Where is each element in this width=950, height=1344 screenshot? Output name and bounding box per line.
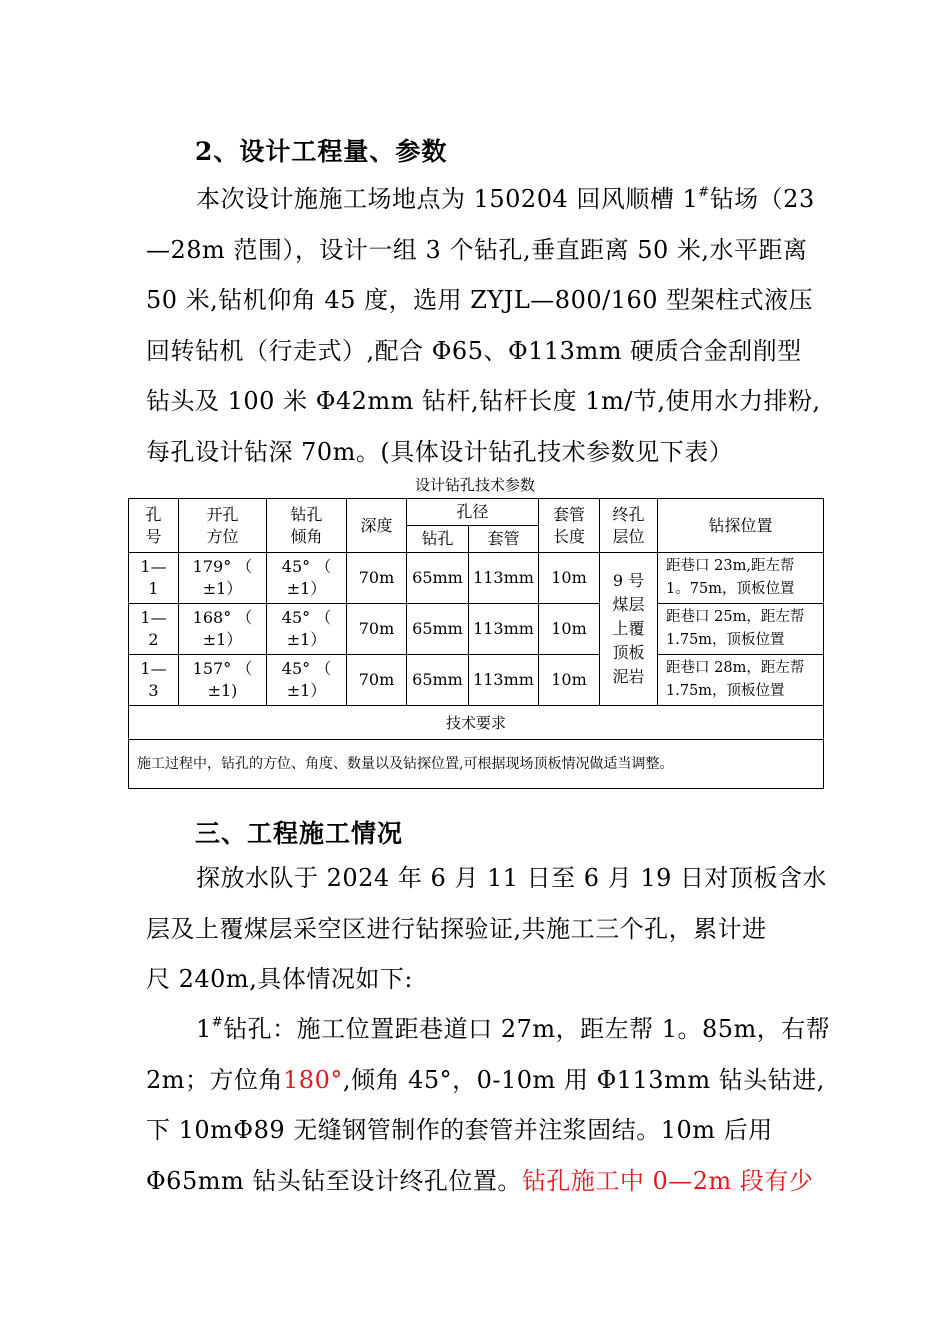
paragraph-line: 钻头及 100 米 Φ42mm 钻杆,钻杆长度 1m/节,使用水力排粉,: [146, 387, 821, 415]
cell-tech-requirements-label: 技术要求: [129, 706, 824, 740]
paragraph-line: 层及上覆煤层采空区进行钻探验证,共施工三个孔，累计进: [146, 914, 767, 943]
paragraph-line: [146, 1004, 831, 1055]
cell-azimuth: 168° （ ±1）: [179, 604, 267, 655]
highlighted-text: 180°: [283, 1065, 343, 1094]
cell-casing-length: 10m: [539, 655, 600, 706]
section-2-paragraph: [146, 174, 821, 477]
header-hole-diameter: 钻孔: [407, 526, 469, 553]
section-3-paragraph-2: [146, 1004, 831, 1206]
header-hole-no: 孔 号: [129, 499, 179, 553]
cell-dip: 45° （ ±1）: [267, 553, 347, 604]
paragraph-line: 回转钻机（行走式）,配合 Φ65、Φ113mm 硬质合金刮削型: [146, 336, 802, 365]
paragraph-line: [146, 1055, 825, 1106]
cell-tech-requirements-text: 施工过程中，钻孔的方位、角度、数量以及钻探位置,可根据现场顶板情况做适当调整。: [129, 740, 824, 789]
text-run: 1: [196, 1015, 212, 1043]
text-run: 2m；方位角: [146, 1065, 284, 1094]
cell-depth: 70m: [347, 655, 407, 706]
cell-dip: 45° （ ±1）: [267, 655, 347, 706]
text-run: 本次设计施施工场地点为 150204 回风顺槽 1: [196, 185, 699, 213]
cell-azimuth: 157° （ ±1): [179, 655, 267, 706]
header-depth: 深度: [347, 499, 407, 553]
table-row: [129, 740, 824, 789]
paragraph-line: 每孔设计钻深 70m。(具体设计钻孔技术参数见下表）: [146, 437, 734, 466]
superscript: #: [211, 1015, 224, 1030]
cell-casing-diameter: 113mm: [469, 604, 539, 655]
paragraph-line: [146, 174, 816, 225]
table-row: [129, 655, 824, 706]
table-header-row: [129, 499, 824, 526]
section-3-paragraph-1: [146, 853, 827, 1005]
paragraph-line: —28m 范围），设计一组 3 个钻孔,垂直距离 50 米,水平距离: [146, 235, 808, 264]
header-final-layer: 终孔 层位: [600, 499, 658, 553]
cell-casing-length: 10m: [539, 553, 600, 604]
table-row: [129, 604, 824, 655]
cell-depth: 70m: [347, 604, 407, 655]
cell-hole-diameter: 65mm: [407, 655, 469, 706]
header-casing-diameter: 套管: [469, 526, 539, 553]
paragraph-line: 50 米,钻机仰角 45 度，选用 ZYJL—800/160 型架柱式液压: [146, 286, 814, 314]
highlighted-text: 钻孔施工中 0—2m 段有少: [521, 1166, 814, 1195]
header-casing-length: 套管 长度: [539, 499, 600, 553]
superscript: #: [698, 185, 710, 200]
cell-casing-diameter: 113mm: [469, 655, 539, 706]
cell-hole-no: 1— 1: [129, 553, 179, 604]
cell-dip: 45° （ ±1）: [267, 604, 347, 655]
paragraph-line: [146, 1156, 816, 1207]
table-row: [129, 706, 824, 740]
header-azimuth: 开孔 方位: [179, 499, 267, 553]
drill-parameters-table: [128, 498, 824, 789]
cell-location: 距巷口 23m,距左帮 1。75m，顶板位置: [658, 553, 824, 604]
paragraph-line: 探放水队于 2024 年 6 月 11 日至 6 月 19 日对顶板含水: [196, 864, 827, 892]
text-run: 钻场（23: [709, 185, 815, 213]
table-caption: 设计钻孔技术参数: [414, 476, 535, 494]
cell-hole-diameter: 65mm: [407, 553, 469, 604]
cell-casing-length: 10m: [539, 604, 600, 655]
text-run: 钻孔：施工位置距巷道口 27m，距左帮 1。85m，右帮: [223, 1015, 831, 1043]
paragraph-line: 尺 240m,具体情况如下:: [146, 965, 413, 993]
cell-final-layer: 9 号 煤层 上覆 顶板 泥岩: [600, 553, 658, 706]
cell-depth: 70m: [347, 553, 407, 604]
header-dip: 钻孔 倾角: [267, 499, 347, 553]
paragraph-line: 下 10mΦ89 无缝钢管制作的套管并注浆固结。10m 后用: [146, 1116, 773, 1144]
header-location: 钻探位置: [658, 499, 824, 553]
cell-location: 距巷口 25m，距左帮 1.75m，顶板位置: [658, 604, 824, 655]
text-run: ,倾角 45°，0-10m 用 Φ113mm 钻头钻进,: [342, 1065, 825, 1094]
cell-casing-diameter: 113mm: [469, 553, 539, 604]
cell-hole-no: 1— 2: [129, 604, 179, 655]
table-row: [129, 553, 824, 604]
cell-hole-no: 1— 3: [129, 655, 179, 706]
section-3-heading: 三、工程施工情况: [195, 819, 404, 848]
cell-location: 距巷口 28m，距左帮 1.75m，顶板位置: [658, 655, 824, 706]
cell-hole-diameter: 65mm: [407, 604, 469, 655]
text-run: Φ65mm 钻头钻至设计终孔位置。: [146, 1166, 522, 1195]
cell-azimuth: 179° （ ±1）: [179, 553, 267, 604]
header-diameter: 孔径: [407, 499, 539, 526]
section-2-heading: 2、设计工程量、参数: [195, 137, 448, 166]
